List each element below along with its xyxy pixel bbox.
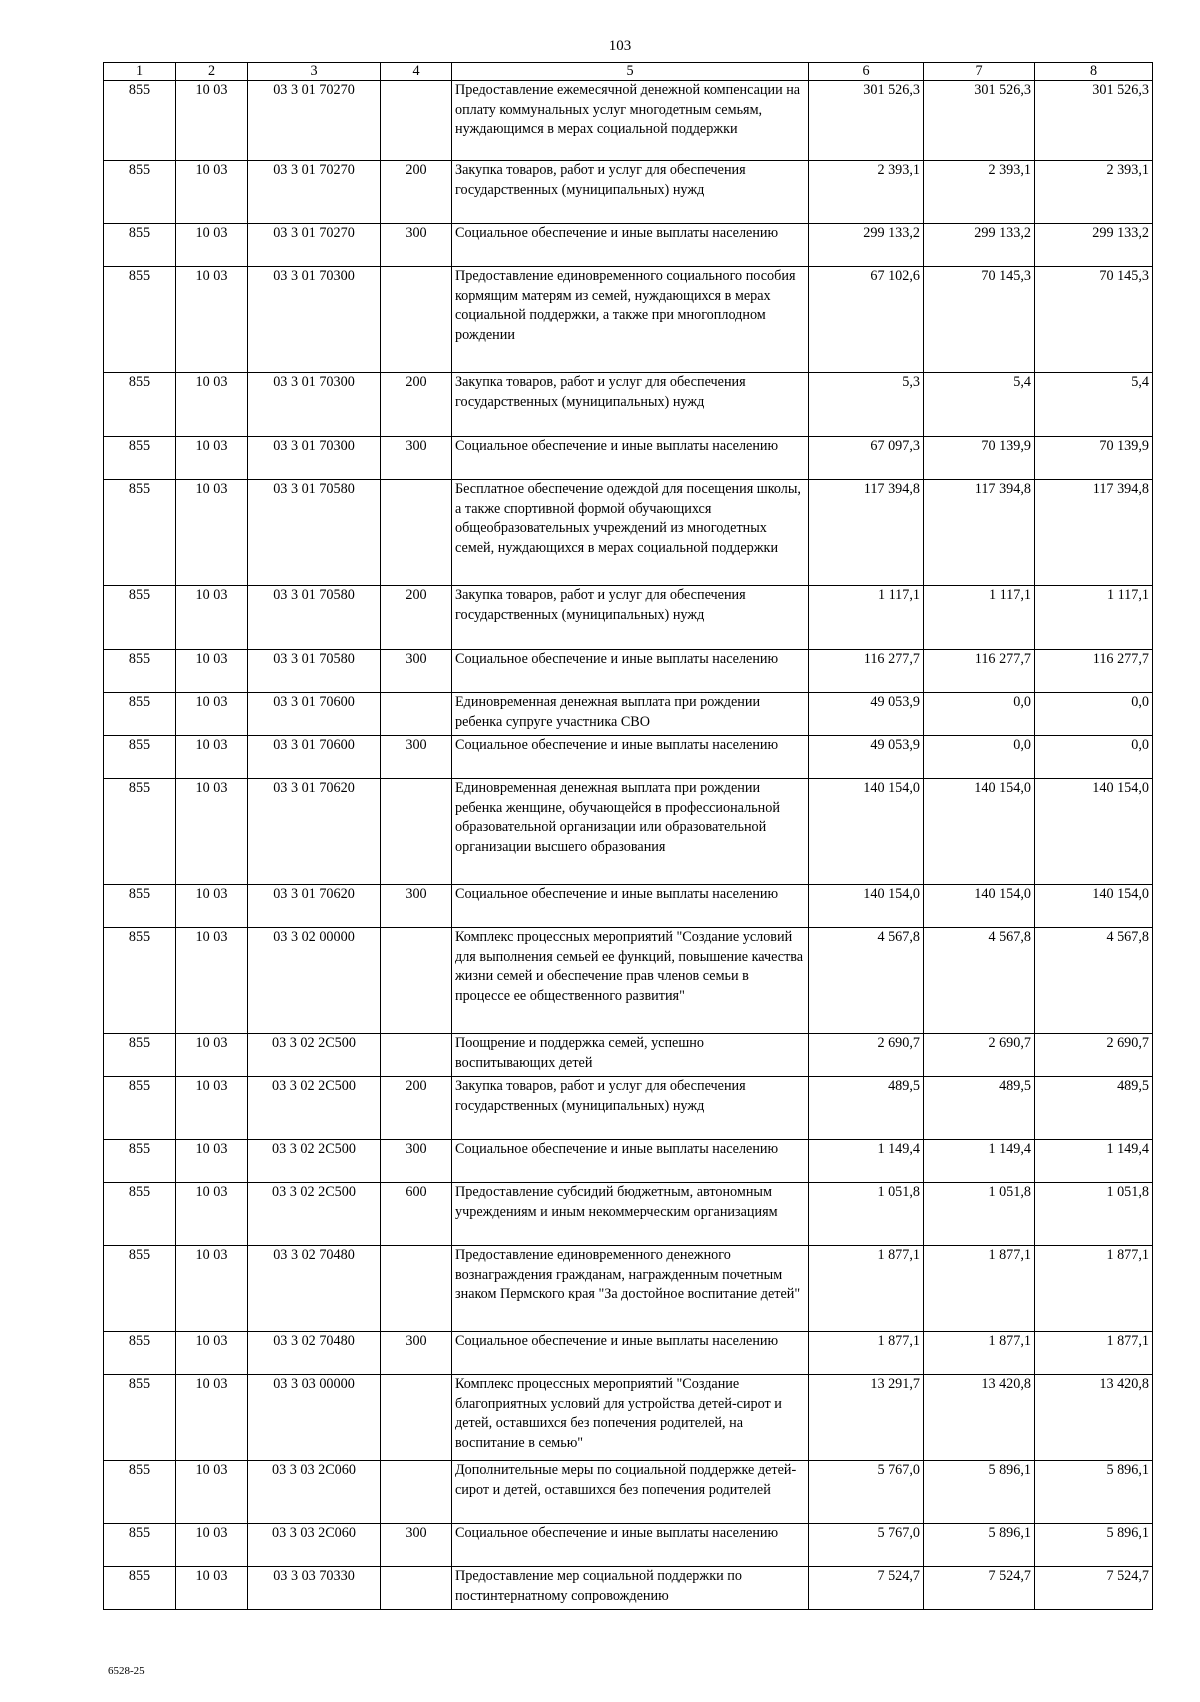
cell-amount-year-3: 2 393,1 <box>1035 161 1153 224</box>
cell-amount-year-2: 0,0 <box>924 736 1035 779</box>
cell-department: 855 <box>104 373 176 437</box>
cell-amount-year-2: 70 139,9 <box>924 437 1035 480</box>
cell-section: 10 03 <box>176 373 248 437</box>
cell-amount-year-2: 2 393,1 <box>924 161 1035 224</box>
cell-amount-year-1: 140 154,0 <box>809 779 924 885</box>
cell-expense-type <box>381 1375 452 1461</box>
cell-amount-year-1: 67 102,6 <box>809 267 924 373</box>
cell-target-article: 03 3 01 70300 <box>248 437 381 480</box>
cell-section: 10 03 <box>176 1375 248 1461</box>
cell-section: 10 03 <box>176 586 248 650</box>
cell-department: 855 <box>104 1034 176 1077</box>
cell-amount-year-2: 1 117,1 <box>924 586 1035 650</box>
cell-section: 10 03 <box>176 81 248 161</box>
table-row <box>104 373 1153 437</box>
cell-amount-year-1: 1 877,1 <box>809 1332 924 1375</box>
cell-department: 855 <box>104 81 176 161</box>
table-row <box>104 885 1153 928</box>
cell-target-article: 03 3 01 70580 <box>248 480 381 586</box>
cell-target-article: 03 3 01 70600 <box>248 693 381 736</box>
cell-section: 10 03 <box>176 736 248 779</box>
cell-target-article: 03 3 02 00000 <box>248 928 381 1034</box>
table-row <box>104 267 1153 373</box>
cell-amount-year-1: 67 097,3 <box>809 437 924 480</box>
table-row <box>104 81 1153 161</box>
cell-amount-year-1: 49 053,9 <box>809 693 924 736</box>
column-header: 3 <box>248 63 381 81</box>
cell-department: 855 <box>104 1077 176 1140</box>
cell-section: 10 03 <box>176 480 248 586</box>
cell-section: 10 03 <box>176 693 248 736</box>
cell-target-article: 03 3 03 2С060 <box>248 1524 381 1567</box>
cell-amount-year-1: 49 053,9 <box>809 736 924 779</box>
cell-description: Бесплатное обеспечение одеждой для посещения школы, а также спортивной формой обучающихся общеобразовательных учреждений из многодетных семей, нуждающихся в мерах социальной поддержки <box>452 480 809 586</box>
cell-target-article: 03 3 01 70270 <box>248 81 381 161</box>
cell-target-article: 03 3 01 70270 <box>248 224 381 267</box>
cell-expense-type: 300 <box>381 224 452 267</box>
cell-target-article: 03 3 03 00000 <box>248 1375 381 1461</box>
cell-expense-type: 600 <box>381 1183 452 1246</box>
cell-section: 10 03 <box>176 1246 248 1332</box>
cell-department: 855 <box>104 885 176 928</box>
cell-expense-type: 300 <box>381 736 452 779</box>
cell-amount-year-3: 117 394,8 <box>1035 480 1153 586</box>
cell-target-article: 03 3 01 70300 <box>248 267 381 373</box>
table-row <box>104 928 1153 1034</box>
cell-section: 10 03 <box>176 267 248 373</box>
table-row <box>104 586 1153 650</box>
table-row <box>104 736 1153 779</box>
cell-amount-year-3: 13 420,8 <box>1035 1375 1153 1461</box>
cell-amount-year-1: 4 567,8 <box>809 928 924 1034</box>
table-row <box>104 1077 1153 1140</box>
cell-department: 855 <box>104 224 176 267</box>
cell-department: 855 <box>104 693 176 736</box>
cell-description: Поощрение и поддержка семей, успешно воспитывающих детей <box>452 1034 809 1077</box>
budget-table <box>103 62 1153 1610</box>
cell-description: Социальное обеспечение и иные выплаты населению <box>452 1332 809 1375</box>
cell-department: 855 <box>104 736 176 779</box>
table-row <box>104 779 1153 885</box>
cell-amount-year-1: 5 767,0 <box>809 1461 924 1524</box>
cell-description: Социальное обеспечение и иные выплаты населению <box>452 224 809 267</box>
cell-amount-year-1: 2 690,7 <box>809 1034 924 1077</box>
cell-amount-year-2: 5 896,1 <box>924 1461 1035 1524</box>
cell-amount-year-3: 70 139,9 <box>1035 437 1153 480</box>
cell-amount-year-2: 4 567,8 <box>924 928 1035 1034</box>
cell-section: 10 03 <box>176 1524 248 1567</box>
cell-section: 10 03 <box>176 437 248 480</box>
cell-expense-type: 300 <box>381 885 452 928</box>
cell-target-article: 03 3 02 2С500 <box>248 1034 381 1077</box>
column-header: 2 <box>176 63 248 81</box>
cell-description: Единовременная денежная выплата при рождении ребенка супруге участника СВО <box>452 693 809 736</box>
cell-amount-year-2: 301 526,3 <box>924 81 1035 161</box>
cell-expense-type <box>381 81 452 161</box>
cell-department: 855 <box>104 480 176 586</box>
cell-amount-year-2: 1 877,1 <box>924 1332 1035 1375</box>
cell-expense-type: 200 <box>381 373 452 437</box>
cell-section: 10 03 <box>176 885 248 928</box>
cell-department: 855 <box>104 1567 176 1610</box>
cell-amount-year-3: 116 277,7 <box>1035 650 1153 693</box>
cell-amount-year-2: 117 394,8 <box>924 480 1035 586</box>
cell-department: 855 <box>104 1524 176 1567</box>
cell-amount-year-3: 7 524,7 <box>1035 1567 1153 1610</box>
cell-section: 10 03 <box>176 1332 248 1375</box>
cell-target-article: 03 3 02 70480 <box>248 1246 381 1332</box>
cell-section: 10 03 <box>176 650 248 693</box>
cell-amount-year-1: 7 524,7 <box>809 1567 924 1610</box>
cell-description: Предоставление мер социальной поддержки по постинтернатному сопровождению <box>452 1567 809 1610</box>
cell-department: 855 <box>104 650 176 693</box>
cell-target-article: 03 3 02 2С500 <box>248 1077 381 1140</box>
cell-expense-type: 300 <box>381 437 452 480</box>
cell-description: Социальное обеспечение и иные выплаты населению <box>452 885 809 928</box>
cell-expense-type: 300 <box>381 650 452 693</box>
cell-amount-year-2: 7 524,7 <box>924 1567 1035 1610</box>
cell-amount-year-3: 0,0 <box>1035 693 1153 736</box>
table-row <box>104 161 1153 224</box>
column-header: 8 <box>1035 63 1153 81</box>
cell-expense-type <box>381 779 452 885</box>
cell-target-article: 03 3 02 70480 <box>248 1332 381 1375</box>
cell-department: 855 <box>104 1375 176 1461</box>
cell-expense-type <box>381 693 452 736</box>
column-header: 7 <box>924 63 1035 81</box>
cell-amount-year-3: 1 149,4 <box>1035 1140 1153 1183</box>
table-row <box>104 1567 1153 1610</box>
cell-description: Социальное обеспечение и иные выплаты населению <box>452 437 809 480</box>
footer-code: 6528-25 <box>108 1665 145 1677</box>
cell-description: Комплекс процессных мероприятий "Создание благоприятных условий для устройства детей-сирот и детей, оставшихся без попечения родителей, на воспитание в семью" <box>452 1375 809 1461</box>
cell-department: 855 <box>104 1461 176 1524</box>
cell-target-article: 03 3 01 70580 <box>248 650 381 693</box>
cell-amount-year-2: 140 154,0 <box>924 885 1035 928</box>
cell-amount-year-1: 2 393,1 <box>809 161 924 224</box>
cell-amount-year-1: 299 133,2 <box>809 224 924 267</box>
cell-amount-year-1: 5,3 <box>809 373 924 437</box>
cell-description: Социальное обеспечение и иные выплаты населению <box>452 1524 809 1567</box>
table-body <box>104 81 1153 1610</box>
cell-target-article: 03 3 01 70620 <box>248 779 381 885</box>
cell-amount-year-3: 0,0 <box>1035 736 1153 779</box>
cell-amount-year-3: 5 896,1 <box>1035 1461 1153 1524</box>
cell-amount-year-3: 1 051,8 <box>1035 1183 1153 1246</box>
cell-section: 10 03 <box>176 224 248 267</box>
cell-expense-type <box>381 1461 452 1524</box>
cell-expense-type: 300 <box>381 1140 452 1183</box>
cell-amount-year-2: 1 149,4 <box>924 1140 1035 1183</box>
cell-department: 855 <box>104 586 176 650</box>
cell-amount-year-3: 1 117,1 <box>1035 586 1153 650</box>
cell-description: Предоставление единовременного социального пособия кормящим матерям из семей, нуждающихся в мерах социальной поддержки, а также при многоплодном рождении <box>452 267 809 373</box>
cell-target-article: 03 3 02 2С500 <box>248 1183 381 1246</box>
cell-amount-year-2: 5,4 <box>924 373 1035 437</box>
cell-description: Предоставление ежемесячной денежной компенсации на оплату коммунальных услуг многодетным семьям, нуждающимся в мерах социальной поддержки <box>452 81 809 161</box>
cell-amount-year-3: 299 133,2 <box>1035 224 1153 267</box>
cell-amount-year-1: 116 277,7 <box>809 650 924 693</box>
cell-amount-year-1: 1 051,8 <box>809 1183 924 1246</box>
cell-target-article: 03 3 01 70300 <box>248 373 381 437</box>
cell-description: Предоставление субсидий бюджетным, автономным учреждениям и иным некоммерческим организациям <box>452 1183 809 1246</box>
cell-department: 855 <box>104 1140 176 1183</box>
table-row <box>104 1034 1153 1077</box>
cell-amount-year-2: 489,5 <box>924 1077 1035 1140</box>
cell-amount-year-1: 140 154,0 <box>809 885 924 928</box>
cell-amount-year-3: 489,5 <box>1035 1077 1153 1140</box>
table-row <box>104 480 1153 586</box>
cell-target-article: 03 3 01 70600 <box>248 736 381 779</box>
cell-section: 10 03 <box>176 1140 248 1183</box>
cell-section: 10 03 <box>176 1034 248 1077</box>
table-row <box>104 1461 1153 1524</box>
table-row <box>104 693 1153 736</box>
cell-section: 10 03 <box>176 779 248 885</box>
cell-amount-year-3: 5 896,1 <box>1035 1524 1153 1567</box>
cell-department: 855 <box>104 437 176 480</box>
cell-expense-type <box>381 267 452 373</box>
cell-department: 855 <box>104 1332 176 1375</box>
cell-expense-type <box>381 480 452 586</box>
cell-expense-type: 300 <box>381 1332 452 1375</box>
cell-expense-type <box>381 1034 452 1077</box>
cell-amount-year-2: 140 154,0 <box>924 779 1035 885</box>
table-row <box>104 1524 1153 1567</box>
table-row <box>104 224 1153 267</box>
cell-expense-type <box>381 928 452 1034</box>
cell-amount-year-2: 299 133,2 <box>924 224 1035 267</box>
table-row <box>104 650 1153 693</box>
cell-target-article: 03 3 03 70330 <box>248 1567 381 1610</box>
cell-target-article: 03 3 01 70580 <box>248 586 381 650</box>
cell-target-article: 03 3 01 70270 <box>248 161 381 224</box>
cell-expense-type: 200 <box>381 161 452 224</box>
cell-amount-year-1: 1 117,1 <box>809 586 924 650</box>
cell-amount-year-3: 2 690,7 <box>1035 1034 1153 1077</box>
cell-amount-year-1: 489,5 <box>809 1077 924 1140</box>
cell-description: Дополнительные меры по социальной поддержке детей-сирот и детей, оставшихся без попечения родителей <box>452 1461 809 1524</box>
cell-amount-year-1: 117 394,8 <box>809 480 924 586</box>
cell-amount-year-3: 1 877,1 <box>1035 1332 1153 1375</box>
cell-amount-year-1: 1 149,4 <box>809 1140 924 1183</box>
cell-section: 10 03 <box>176 161 248 224</box>
table-row <box>104 1140 1153 1183</box>
cell-description: Закупка товаров, работ и услуг для обеспечения государственных (муниципальных) нужд <box>452 586 809 650</box>
cell-amount-year-1: 13 291,7 <box>809 1375 924 1461</box>
cell-amount-year-1: 301 526,3 <box>809 81 924 161</box>
cell-department: 855 <box>104 1246 176 1332</box>
table-row <box>104 1246 1153 1332</box>
cell-amount-year-2: 116 277,7 <box>924 650 1035 693</box>
cell-description: Социальное обеспечение и иные выплаты населению <box>452 650 809 693</box>
cell-target-article: 03 3 02 2С500 <box>248 1140 381 1183</box>
cell-section: 10 03 <box>176 1461 248 1524</box>
cell-expense-type <box>381 1567 452 1610</box>
cell-department: 855 <box>104 161 176 224</box>
cell-amount-year-2: 70 145,3 <box>924 267 1035 373</box>
cell-description: Предоставление единовременного денежного вознаграждения гражданам, награжденным почетным знаком Пермского края "За достойное воспитание детей" <box>452 1246 809 1332</box>
cell-amount-year-3: 4 567,8 <box>1035 928 1153 1034</box>
header-row <box>104 63 1153 81</box>
cell-description: Социальное обеспечение и иные выплаты населению <box>452 1140 809 1183</box>
cell-amount-year-2: 1 877,1 <box>924 1246 1035 1332</box>
cell-expense-type: 200 <box>381 586 452 650</box>
cell-amount-year-3: 1 877,1 <box>1035 1246 1153 1332</box>
cell-section: 10 03 <box>176 928 248 1034</box>
cell-description: Закупка товаров, работ и услуг для обеспечения государственных (муниципальных) нужд <box>452 373 809 437</box>
column-header: 1 <box>104 63 176 81</box>
cell-description: Закупка товаров, работ и услуг для обеспечения государственных (муниципальных) нужд <box>452 1077 809 1140</box>
column-header: 5 <box>452 63 809 81</box>
cell-amount-year-2: 2 690,7 <box>924 1034 1035 1077</box>
cell-target-article: 03 3 01 70620 <box>248 885 381 928</box>
cell-description: Единовременная денежная выплата при рождении ребенка женщине, обучающейся в профессиональной образовательной организации или образовательной организации высшего образования <box>452 779 809 885</box>
table-row <box>104 1332 1153 1375</box>
table-row <box>104 1183 1153 1246</box>
cell-amount-year-3: 70 145,3 <box>1035 267 1153 373</box>
page-number: 103 <box>608 38 632 54</box>
cell-target-article: 03 3 03 2С060 <box>248 1461 381 1524</box>
cell-expense-type <box>381 1246 452 1332</box>
cell-section: 10 03 <box>176 1567 248 1610</box>
cell-section: 10 03 <box>176 1183 248 1246</box>
table-header <box>104 63 1153 81</box>
cell-department: 855 <box>104 267 176 373</box>
cell-amount-year-3: 5,4 <box>1035 373 1153 437</box>
cell-amount-year-1: 1 877,1 <box>809 1246 924 1332</box>
cell-amount-year-2: 1 051,8 <box>924 1183 1035 1246</box>
cell-department: 855 <box>104 779 176 885</box>
cell-amount-year-3: 140 154,0 <box>1035 885 1153 928</box>
cell-description: Социальное обеспечение и иные выплаты населению <box>452 736 809 779</box>
cell-amount-year-1: 5 767,0 <box>809 1524 924 1567</box>
cell-description: Комплекс процессных мероприятий "Создание условий для выполнения семьей ее функций, повышение качества жизни семей и обеспечение прав членов семьи в процессе ее общественного развития" <box>452 928 809 1034</box>
table-row <box>104 1375 1153 1461</box>
table-row <box>104 437 1153 480</box>
column-header: 4 <box>381 63 452 81</box>
cell-amount-year-2: 0,0 <box>924 693 1035 736</box>
cell-amount-year-2: 13 420,8 <box>924 1375 1035 1461</box>
column-header: 6 <box>809 63 924 81</box>
cell-expense-type: 300 <box>381 1524 452 1567</box>
cell-amount-year-2: 5 896,1 <box>924 1524 1035 1567</box>
cell-department: 855 <box>104 928 176 1034</box>
cell-amount-year-3: 301 526,3 <box>1035 81 1153 161</box>
cell-expense-type: 200 <box>381 1077 452 1140</box>
cell-department: 855 <box>104 1183 176 1246</box>
cell-amount-year-3: 140 154,0 <box>1035 779 1153 885</box>
cell-description: Закупка товаров, работ и услуг для обеспечения государственных (муниципальных) нужд <box>452 161 809 224</box>
cell-section: 10 03 <box>176 1077 248 1140</box>
